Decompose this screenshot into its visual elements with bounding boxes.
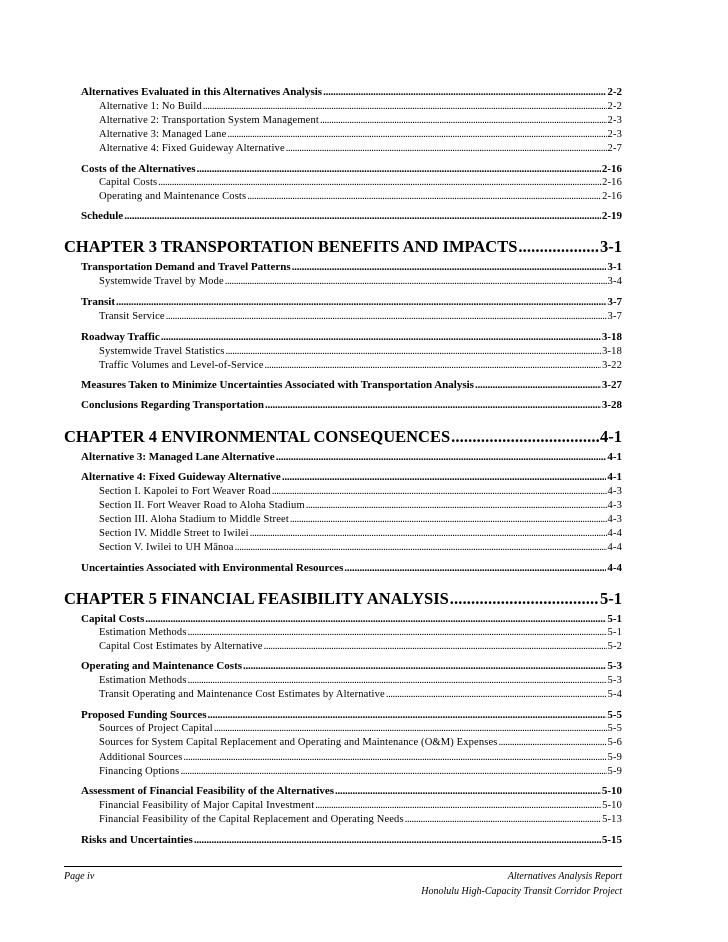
toc-page-number: 5-6: [607, 737, 622, 748]
toc-dot-leader: [276, 451, 607, 463]
toc-page-number: 3-1: [607, 261, 622, 273]
toc-page-number: 5-2: [607, 641, 622, 652]
toc-dot-leader: [386, 689, 607, 700]
toc-entry-title: Capital Cost Estimates by Alternative: [99, 641, 263, 652]
toc-page-number: 3-1: [600, 237, 622, 256]
toc-entry-title: Capital Costs: [81, 613, 145, 625]
toc-subsection-entry: [99, 115, 622, 129]
toc-page-number: 4-1: [600, 427, 622, 446]
toc-dot-leader: [518, 237, 599, 257]
toc-page-number: 4-3: [607, 500, 622, 511]
toc-page-number: 5-1: [607, 613, 622, 625]
toc-dot-leader: [292, 261, 607, 273]
toc-page-number: 5-1: [600, 589, 622, 608]
toc-entry-title: Measures Taken to Minimize Uncertainties Associated with Transportation Analysis: [81, 379, 474, 391]
toc-entry-title: Proposed Funding Sources: [81, 709, 207, 721]
toc-entry-title: Section V. Iwilei to UH Mānoa: [99, 542, 234, 553]
toc-subsection-entry: [99, 276, 622, 290]
toc-subsection-entry: [99, 737, 622, 751]
toc-entry-title: CHAPTER 3 TRANSPORTATION BENEFITS AND IMPACTS: [64, 237, 518, 256]
toc-dot-leader: [286, 143, 607, 154]
toc-dot-leader: [183, 752, 606, 763]
toc-entry-title: Alternative 4: Fixed Guideway Alternative: [81, 471, 281, 483]
toc-page-number: 4-4: [607, 542, 622, 553]
toc-dot-leader: [475, 379, 601, 391]
toc-dot-leader: [235, 542, 607, 553]
toc-entry-title: Schedule: [81, 210, 124, 222]
toc-dot-leader: [335, 785, 601, 797]
toc-entry-title: Sources of Project Capital: [99, 723, 213, 734]
toc-page-number: 3-28: [601, 399, 622, 411]
toc-entry-title: Assessment of Financial Feasibility of the Alternatives: [81, 785, 334, 797]
toc-entry-title: Section III. Aloha Stadium to Middle Street: [99, 514, 289, 525]
toc-section-entry: [81, 613, 622, 627]
toc-entry-title: Transit Service: [99, 311, 165, 322]
toc-dot-leader: [188, 627, 607, 638]
toc-entry-title: Alternative 4: Fixed Guideway Alternative: [99, 143, 285, 154]
toc-page-number: 5-13: [602, 814, 622, 825]
toc-entry-title: Transportation Demand and Travel Patterns: [81, 261, 291, 273]
toc-dot-leader: [247, 191, 601, 202]
toc-entry-title: Transit Operating and Maintenance Cost Estimates by Alternative: [99, 689, 385, 700]
toc-page-number: 5-5: [607, 723, 622, 734]
toc-entry-title: Additional Sources: [99, 752, 183, 763]
toc-section-entry: [81, 331, 622, 345]
toc-entry-title: Alternatives Evaluated in this Alternatives Analysis: [81, 86, 323, 98]
toc-page-number: 3-27: [601, 379, 622, 391]
toc-dot-leader: [405, 814, 601, 825]
toc-dot-leader: [226, 346, 602, 357]
toc-subsection-entry: [99, 311, 622, 325]
toc-dot-leader: [243, 660, 606, 672]
toc-section-entry: [81, 210, 622, 224]
toc-dot-leader: [306, 500, 607, 511]
toc-chapter-entry: [64, 427, 622, 447]
toc-page-number: 2-16: [601, 163, 622, 175]
toc-chapter-entry: [64, 237, 622, 257]
toc-page-number: 3-22: [602, 360, 622, 371]
toc-subsection-entry: [99, 143, 622, 157]
toc-subsection-entry: [99, 800, 622, 814]
toc-dot-leader: [208, 709, 607, 721]
toc-dot-leader: [225, 276, 607, 287]
toc-page-number: 2-16: [602, 191, 622, 202]
toc-subsection-entry: [99, 177, 622, 191]
toc-page-number: 4-1: [607, 451, 622, 463]
toc-section-entry: [81, 451, 622, 465]
toc-dot-leader: [180, 766, 606, 777]
toc-page-number: 4-3: [607, 486, 622, 497]
toc-subsection-entry: [99, 486, 622, 500]
footer-divider: [64, 866, 622, 867]
toc-page-number: 3-4: [607, 276, 622, 287]
toc-subsection-entry: [99, 346, 622, 360]
toc-entry-title: Section II. Fort Weaver Road to Aloha Stadium: [99, 500, 305, 511]
toc-subsection-entry: [99, 528, 622, 542]
toc-entry-title: Alternative 2: Transportation System Management: [99, 115, 319, 126]
toc-dot-leader: [265, 399, 601, 411]
toc-entry-title: Financial Feasibility of the Capital Replacement and Operating Needs: [99, 814, 404, 825]
toc-page-number: 3-18: [601, 331, 622, 343]
toc-section-entry: [81, 562, 622, 576]
toc-page-number: 3-7: [607, 311, 622, 322]
toc-subsection-entry: [99, 101, 622, 115]
toc-dot-leader: [197, 163, 601, 175]
toc-page-number: 5-5: [607, 709, 622, 721]
toc-page-number: 5-3: [607, 660, 622, 672]
toc-section-entry: [81, 785, 622, 799]
toc-dot-leader: [290, 514, 607, 525]
toc-subsection-entry: [99, 814, 622, 828]
toc-entry-title: Financing Options: [99, 766, 180, 777]
toc-page-number: 2-2: [607, 86, 622, 98]
toc-dot-leader: [116, 296, 606, 308]
toc-dot-leader: [145, 613, 606, 625]
toc-dot-leader: [315, 800, 601, 811]
toc-page-number: 2-16: [602, 177, 622, 188]
toc-dot-leader: [166, 311, 607, 322]
toc-page-number: 5-1: [607, 627, 622, 638]
toc-dot-leader: [499, 737, 607, 748]
toc-dot-leader: [250, 528, 607, 539]
toc-section-entry: [81, 86, 622, 100]
toc-subsection-entry: [99, 752, 622, 766]
toc-page-number: 4-1: [607, 471, 622, 483]
toc-chapter-entry: [64, 589, 622, 609]
toc-entry-title: Systemwide Travel by Mode: [99, 276, 224, 287]
toc-entry-title: Systemwide Travel Statistics: [99, 346, 225, 357]
toc-dot-leader: [320, 115, 607, 126]
toc-subsection-entry: [99, 129, 622, 143]
toc-entry-title: Estimation Methods: [99, 627, 187, 638]
toc-subsection-entry: [99, 689, 622, 703]
toc-entry-title: Sources for System Capital Replacement and Operating and Maintenance (O&M) Expenses: [99, 737, 498, 748]
toc-subsection-entry: [99, 514, 622, 528]
toc-entry-title: Operating and Maintenance Costs: [81, 660, 243, 672]
footer-page-number: Page iv: [64, 871, 95, 882]
toc-page-number: 3-18: [602, 346, 622, 357]
toc-dot-leader: [214, 723, 607, 734]
toc-section-entry: [81, 399, 622, 413]
toc-dot-leader: [450, 589, 599, 609]
toc-section-entry: [81, 261, 622, 275]
toc-section-entry: [81, 296, 622, 310]
toc-dot-leader: [203, 101, 607, 112]
toc-dot-leader: [194, 834, 601, 846]
toc-page-number: 4-3: [607, 514, 622, 525]
toc-entry-title: Alternative 3: Managed Lane: [99, 129, 227, 140]
footer-project-title: Honolulu High-Capacity Transit Corridor Project: [421, 886, 622, 897]
toc-dot-leader: [124, 210, 601, 222]
toc-dot-leader: [264, 641, 607, 652]
toc-entry-title: Estimation Methods: [99, 675, 187, 686]
toc-dot-leader: [282, 471, 607, 483]
toc-page-number: 5-10: [602, 800, 622, 811]
toc-entry-title: Alternative 3: Managed Lane Alternative: [81, 451, 275, 463]
toc-subsection-entry: [99, 542, 622, 556]
toc-entry-title: Alternative 1: No Build: [99, 101, 202, 112]
footer-report-title: Alternatives Analysis Report: [507, 871, 622, 882]
toc-entry-title: Section I. Kapolei to Fort Weaver Road: [99, 486, 271, 497]
toc-entry-title: CHAPTER 4 ENVIRONMENTAL CONSEQUENCES: [64, 427, 451, 446]
toc-subsection-entry: [99, 641, 622, 655]
toc-page-number: 2-7: [607, 143, 622, 154]
toc-section-entry: [81, 471, 622, 485]
toc-entry-title: Uncertainties Associated with Environmental Resources: [81, 562, 344, 574]
toc-subsection-entry: [99, 723, 622, 737]
toc-dot-leader: [161, 331, 601, 343]
toc-subsection-entry: [99, 675, 622, 689]
toc-dot-leader: [344, 562, 606, 574]
toc-dot-leader: [272, 486, 607, 497]
toc-page-number: 2-3: [607, 115, 622, 126]
toc-section-entry: [81, 709, 622, 723]
toc-section-entry: [81, 660, 622, 674]
toc-page-number: 5-15: [601, 834, 622, 846]
toc-page-number: 2-2: [607, 101, 622, 112]
toc-subsection-entry: [99, 500, 622, 514]
toc-entry-title: Costs of the Alternatives: [81, 163, 196, 175]
toc-subsection-entry: [99, 360, 622, 374]
toc-page-number: 5-9: [607, 766, 622, 777]
toc-page-number: 2-3: [607, 129, 622, 140]
toc-entry-title: Operating and Maintenance Costs: [99, 191, 247, 202]
toc-page-number: 5-10: [601, 785, 622, 797]
toc-subsection-entry: [99, 191, 622, 205]
toc-dot-leader: [323, 86, 606, 98]
toc-dot-leader: [227, 129, 606, 140]
toc-page-number: 5-4: [607, 689, 622, 700]
toc-dot-leader: [188, 675, 607, 686]
toc-page-number: 4-4: [607, 562, 622, 574]
toc-subsection-entry: [99, 627, 622, 641]
toc-entry-title: CHAPTER 5 FINANCIAL FEASIBILITY ANALYSIS: [64, 589, 449, 608]
toc-dot-leader: [158, 177, 601, 188]
toc-dot-leader: [451, 427, 599, 447]
toc-entry-title: Risks and Uncertainties: [81, 834, 193, 846]
toc-page-number: 5-3: [607, 675, 622, 686]
toc-entry-title: Capital Costs: [99, 177, 158, 188]
toc-section-entry: [81, 379, 622, 393]
toc-entry-title: Roadway Traffic: [81, 331, 160, 343]
toc-subsection-entry: [99, 766, 622, 780]
toc-entry-title: Transit: [81, 296, 116, 308]
toc-entry-title: Conclusions Regarding Transportation: [81, 399, 264, 411]
toc-page-number: 5-9: [607, 752, 622, 763]
toc-dot-leader: [265, 360, 602, 371]
toc-page-number: 3-7: [607, 296, 622, 308]
toc-entry-title: Traffic Volumes and Level-of-Service: [99, 360, 264, 371]
toc-section-entry: [81, 834, 622, 848]
toc-entry-title: Financial Feasibility of Major Capital Investment: [99, 800, 315, 811]
toc-page-number: 2-19: [601, 210, 622, 222]
toc-page-number: 4-4: [607, 528, 622, 539]
toc-entry-title: Section IV. Middle Street to Iwilei: [99, 528, 249, 539]
toc-section-entry: [81, 163, 622, 177]
